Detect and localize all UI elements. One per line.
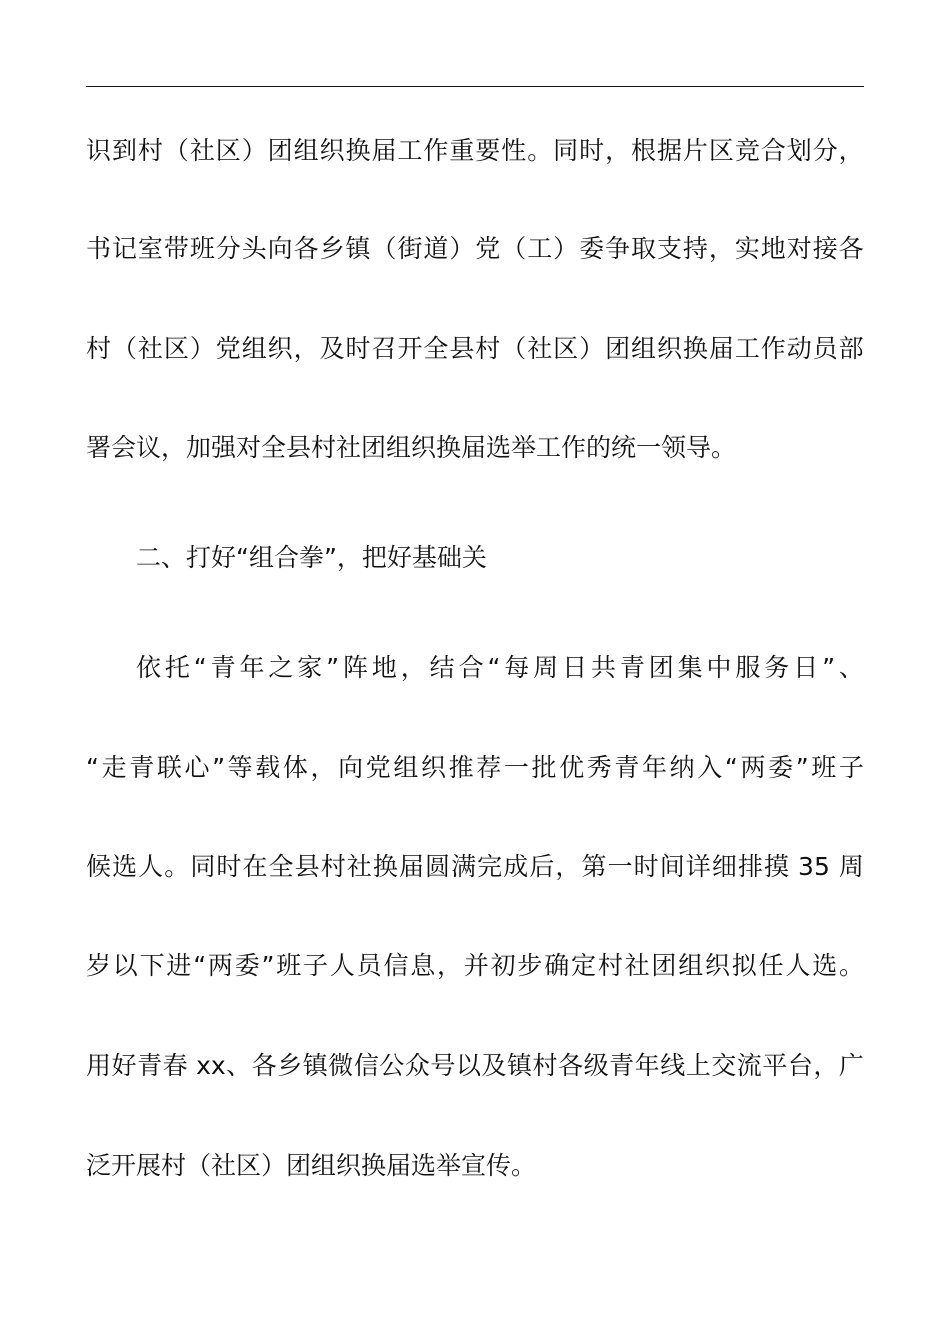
text-glyph: 信: [383, 951, 409, 980]
text-glyph: 换: [372, 852, 398, 881]
body-line-1: [86, 136, 864, 166]
text-glyph: ，: [708, 234, 734, 263]
text-glyph: （: [501, 334, 527, 363]
text-glyph: 各: [558, 1051, 584, 1080]
body-line-8: [86, 852, 864, 882]
text-glyph: 信: [353, 1051, 379, 1080]
text-glyph: 班: [276, 951, 302, 980]
text-glyph: 争: [605, 234, 631, 263]
text-glyph: 部: [838, 334, 864, 363]
text-glyph: 完: [477, 852, 503, 881]
text-glyph: 重: [449, 136, 475, 165]
text-glyph: 以: [112, 951, 138, 980]
text-glyph: 详: [685, 852, 711, 881]
text-glyph: 组: [678, 951, 704, 980]
header-rule: [86, 86, 864, 87]
body-line-7: [86, 753, 864, 783]
text-glyph: 线: [660, 1051, 686, 1080]
text-glyph: 作: [423, 136, 449, 165]
text-glyph: 识: [86, 136, 112, 165]
text-glyph: 荐: [476, 753, 502, 782]
text-glyph: 全: [423, 334, 449, 363]
text-glyph: ”: [326, 653, 340, 682]
text-glyph: 换: [682, 334, 708, 363]
text-glyph: 织: [705, 951, 731, 980]
text-glyph: 拟: [731, 951, 757, 980]
text-glyph: 团: [648, 653, 674, 682]
text-glyph: 秀: [586, 753, 612, 782]
text-glyph: 任: [758, 951, 784, 980]
text-glyph: 。: [527, 136, 553, 165]
text-glyph: 届: [398, 852, 424, 881]
text-glyph: ，: [605, 136, 631, 165]
text-glyph: 日: [562, 653, 588, 682]
text-glyph: 选: [812, 951, 838, 980]
text-glyph: 动: [786, 334, 812, 363]
text-glyph: 时: [633, 852, 659, 881]
text-glyph: 村: [137, 136, 163, 165]
text-glyph: 区: [553, 334, 579, 363]
text-glyph: 广: [838, 1051, 864, 1080]
text-glyph: 进: [166, 951, 192, 980]
text-glyph: 联: [156, 753, 182, 782]
body-line-9: [86, 951, 864, 981]
text-glyph: 村: [475, 334, 501, 363]
text-glyph: 。: [164, 852, 190, 881]
text-glyph: “: [487, 653, 501, 682]
text-glyph: 细: [711, 852, 737, 881]
text-glyph: 载: [255, 753, 281, 782]
text-glyph: 年: [642, 753, 668, 782]
text-glyph: 织: [656, 334, 682, 363]
text-glyph: 之: [268, 653, 294, 682]
text-glyph: 体: [282, 753, 308, 782]
text-glyph: 乡: [319, 234, 345, 263]
text-glyph: 在: [242, 852, 268, 881]
text-glyph: 班: [189, 234, 215, 263]
text-glyph: 取: [631, 234, 657, 263]
text-glyph: 两: [740, 753, 766, 782]
text-glyph: 织: [421, 753, 447, 782]
text-glyph: “: [724, 753, 738, 782]
text-glyph: 人: [785, 951, 811, 980]
text-glyph: 届: [708, 334, 734, 363]
text-glyph: 组: [241, 334, 267, 363]
text-glyph: （: [501, 234, 527, 263]
text-glyph: 青: [614, 753, 640, 782]
text-glyph: 区: [163, 334, 189, 363]
text-glyph: 每: [504, 653, 530, 682]
text-glyph: 用: [86, 1051, 112, 1080]
text-glyph: 地: [371, 653, 397, 682]
text-glyph: ，: [293, 334, 319, 363]
body-line-3: [86, 334, 864, 364]
text-glyph: 交: [711, 1051, 737, 1080]
text-glyph: 摸: [764, 852, 797, 881]
text-glyph: ，: [813, 1051, 839, 1080]
text-glyph: 织: [267, 334, 293, 363]
text-glyph: ）: [579, 334, 605, 363]
text-glyph: 日: [793, 653, 819, 682]
text-glyph: 到: [111, 136, 137, 165]
text-glyph: 后: [529, 852, 555, 881]
text-glyph: 开: [397, 334, 423, 363]
text-glyph: 村: [532, 1051, 558, 1080]
text-glyph: 记: [111, 234, 137, 263]
text-glyph: 组: [393, 753, 419, 782]
text-glyph: 员: [356, 951, 382, 980]
text-glyph: 性: [501, 136, 527, 165]
text-glyph: 向: [267, 234, 293, 263]
text-glyph: 持: [682, 234, 708, 263]
text-glyph: 一: [607, 852, 633, 881]
text-glyph: 息: [410, 951, 436, 980]
text-glyph: 、: [838, 653, 864, 682]
text-glyph: ”: [795, 753, 809, 782]
text-glyph: 纳: [669, 753, 695, 782]
text-glyph: 组: [631, 334, 657, 363]
text-glyph: 岁: [86, 951, 112, 980]
text-glyph: 选: [112, 852, 138, 881]
text-glyph: 划: [786, 136, 812, 165]
text-glyph: 上: [685, 1051, 711, 1080]
text-glyph: xx: [196, 1051, 226, 1080]
text-glyph: 工: [527, 234, 553, 263]
text-glyph: 初: [490, 951, 516, 980]
text-glyph: 道: [423, 234, 449, 263]
text-glyph: ）: [449, 234, 475, 263]
text-glyph: 县: [294, 852, 320, 881]
text-glyph: 片: [682, 136, 708, 165]
text-glyph: 社: [137, 334, 163, 363]
text-glyph: （: [371, 234, 397, 263]
text-glyph: （: [111, 334, 137, 363]
text-glyph: 党: [475, 234, 501, 263]
text-glyph: 接: [812, 234, 838, 263]
text-glyph: 服: [735, 653, 761, 682]
text-glyph: 第: [581, 852, 607, 881]
text-glyph: ”: [822, 653, 836, 682]
text-glyph: 青: [129, 753, 155, 782]
text-glyph: 根: [631, 136, 657, 165]
body-line-11: 泛开展村（社区）团组织换届选举宣传。: [86, 1151, 537, 1180]
text-glyph: 青: [619, 653, 645, 682]
text-glyph: 集: [677, 653, 703, 682]
text-glyph: 人: [329, 951, 355, 980]
text-glyph: ，: [400, 653, 426, 682]
text-glyph: 镇: [507, 1051, 533, 1080]
body-line-6: [136, 653, 864, 683]
text-glyph: 优: [559, 753, 585, 782]
text-glyph: 子: [303, 951, 329, 980]
text-glyph: 平: [762, 1051, 788, 1080]
text-glyph: 青: [210, 653, 236, 682]
text-glyph: 周: [838, 852, 864, 881]
text-glyph: 35: [798, 852, 838, 881]
text-glyph: 各: [293, 234, 319, 263]
text-glyph: 全: [268, 852, 294, 881]
text-glyph: 社: [624, 951, 650, 980]
text-glyph: 实: [734, 234, 760, 263]
text-glyph: 党: [215, 334, 241, 363]
text-glyph: 头: [241, 234, 267, 263]
text-glyph: 阵: [343, 653, 369, 682]
text-glyph: 成: [503, 852, 529, 881]
text-glyph: 、: [226, 1051, 252, 1080]
text-glyph: 号: [430, 1051, 456, 1080]
text-glyph: ，: [555, 852, 581, 881]
text-glyph: 下: [139, 951, 165, 980]
text-glyph: 家: [297, 653, 323, 682]
text-glyph: 街: [397, 234, 423, 263]
text-glyph: 区: [708, 136, 734, 165]
text-glyph: 竞: [734, 136, 760, 165]
text-glyph: 团: [267, 136, 293, 165]
text-glyph: 工: [397, 136, 423, 165]
text-glyph: 委: [579, 234, 605, 263]
text-glyph: 各: [251, 1051, 277, 1080]
text-glyph: 同: [190, 852, 216, 881]
text-glyph: 两: [207, 951, 233, 980]
body-line-10: [86, 1051, 864, 1081]
text-glyph: 级: [583, 1051, 609, 1080]
text-glyph: 分: [812, 136, 838, 165]
text-glyph: 室: [137, 234, 163, 263]
text-glyph: 团: [605, 334, 631, 363]
text-glyph: 定: [571, 951, 597, 980]
text-glyph: 召: [371, 334, 397, 363]
text-glyph: 流: [736, 1051, 762, 1080]
text-glyph: 春: [162, 1051, 196, 1080]
text-glyph: 团: [651, 951, 677, 980]
text-glyph: 圆: [425, 852, 451, 881]
text-glyph: 书: [86, 234, 112, 263]
text-glyph: 镇: [302, 1051, 328, 1080]
text-glyph: 带: [163, 234, 189, 263]
text-glyph: （: [163, 136, 189, 165]
text-glyph: ，: [310, 753, 336, 782]
text-glyph: 依: [136, 653, 162, 682]
text-glyph: ”: [212, 753, 226, 782]
text-glyph: 组: [293, 136, 319, 165]
text-glyph: 作: [760, 334, 786, 363]
text-glyph: 众: [404, 1051, 430, 1080]
text-glyph: 要: [475, 136, 501, 165]
text-glyph: 员: [812, 334, 838, 363]
text-glyph: “: [86, 753, 99, 782]
text-glyph: 候: [86, 852, 112, 881]
text-glyph: 委: [768, 753, 794, 782]
text-glyph: 分: [215, 234, 241, 263]
text-glyph: 共: [590, 653, 616, 682]
text-glyph: 县: [449, 334, 475, 363]
text-glyph: 好: [111, 1051, 137, 1080]
text-glyph: 批: [531, 753, 557, 782]
text-glyph: 支: [656, 234, 682, 263]
text-glyph: 中: [706, 653, 732, 682]
text-glyph: ）: [241, 136, 267, 165]
text-glyph: 向: [338, 753, 364, 782]
text-glyph: 村: [597, 951, 623, 980]
text-glyph: 心: [184, 753, 210, 782]
text-glyph: 及: [319, 334, 345, 363]
text-glyph: 委: [234, 951, 260, 980]
body-line-2: [86, 234, 864, 264]
text-glyph: 各: [838, 234, 864, 263]
text-glyph: 合: [760, 136, 786, 165]
text-glyph: 班: [811, 753, 837, 782]
text-glyph: “: [193, 653, 207, 682]
text-glyph: 届: [371, 136, 397, 165]
text-glyph: 间: [659, 852, 685, 881]
text-glyph: 同: [553, 136, 579, 165]
text-glyph: ，: [437, 951, 463, 980]
text-glyph: 托: [164, 653, 190, 682]
text-glyph: 微: [328, 1051, 354, 1080]
text-glyph: “: [193, 951, 207, 980]
text-glyph: 乡: [277, 1051, 303, 1080]
text-glyph: 周: [533, 653, 559, 682]
text-glyph: 织: [319, 136, 345, 165]
text-glyph: 等: [227, 753, 253, 782]
text-glyph: 结: [429, 653, 455, 682]
text-glyph: 村: [320, 852, 346, 881]
text-glyph: 。: [838, 951, 864, 980]
text-glyph: 工: [734, 334, 760, 363]
text-glyph: 台: [787, 1051, 813, 1080]
section-heading: 二、打好“组合拳”，把好基础关: [136, 543, 487, 572]
text-glyph: 公: [379, 1051, 405, 1080]
text-glyph: 排: [737, 852, 763, 881]
text-glyph: 满: [451, 852, 477, 881]
text-glyph: 村: [86, 334, 112, 363]
text-glyph: 镇: [345, 234, 371, 263]
text-glyph: 一: [503, 753, 529, 782]
text-glyph: 时: [345, 334, 371, 363]
text-glyph: ）: [553, 234, 579, 263]
text-glyph: ）: [189, 334, 215, 363]
text-glyph: 党: [365, 753, 391, 782]
text-glyph: 社: [346, 852, 372, 881]
text-glyph: 走: [101, 753, 127, 782]
text-glyph: 人: [138, 852, 164, 881]
text-glyph: 确: [544, 951, 570, 980]
text-glyph: 对: [786, 234, 812, 263]
text-glyph: 区: [215, 136, 241, 165]
body-line-4: 署会议，加强对全县村社团组织换届选举工作的统一领导。: [86, 433, 737, 462]
text-glyph: 年: [239, 653, 265, 682]
text-glyph: 推: [448, 753, 474, 782]
text-glyph: 青: [137, 1051, 163, 1080]
text-glyph: 入: [697, 753, 723, 782]
text-glyph: 及: [481, 1051, 507, 1080]
text-glyph: 地: [760, 234, 786, 263]
text-glyph: 并: [463, 951, 489, 980]
text-glyph: 务: [764, 653, 790, 682]
text-glyph: 换: [345, 136, 371, 165]
text-glyph: 以: [455, 1051, 481, 1080]
text-glyph: 步: [517, 951, 543, 980]
text-glyph: 合: [458, 653, 484, 682]
text-glyph: 社: [527, 334, 553, 363]
text-glyph: ”: [261, 951, 275, 980]
text-glyph: 据: [656, 136, 682, 165]
text-glyph: 青: [609, 1051, 635, 1080]
text-glyph: 子: [838, 753, 864, 782]
text-glyph: ，: [838, 136, 864, 165]
text-glyph: 时: [216, 852, 242, 881]
text-glyph: 年: [634, 1051, 660, 1080]
text-glyph: 时: [579, 136, 605, 165]
text-glyph: 社: [189, 136, 215, 165]
